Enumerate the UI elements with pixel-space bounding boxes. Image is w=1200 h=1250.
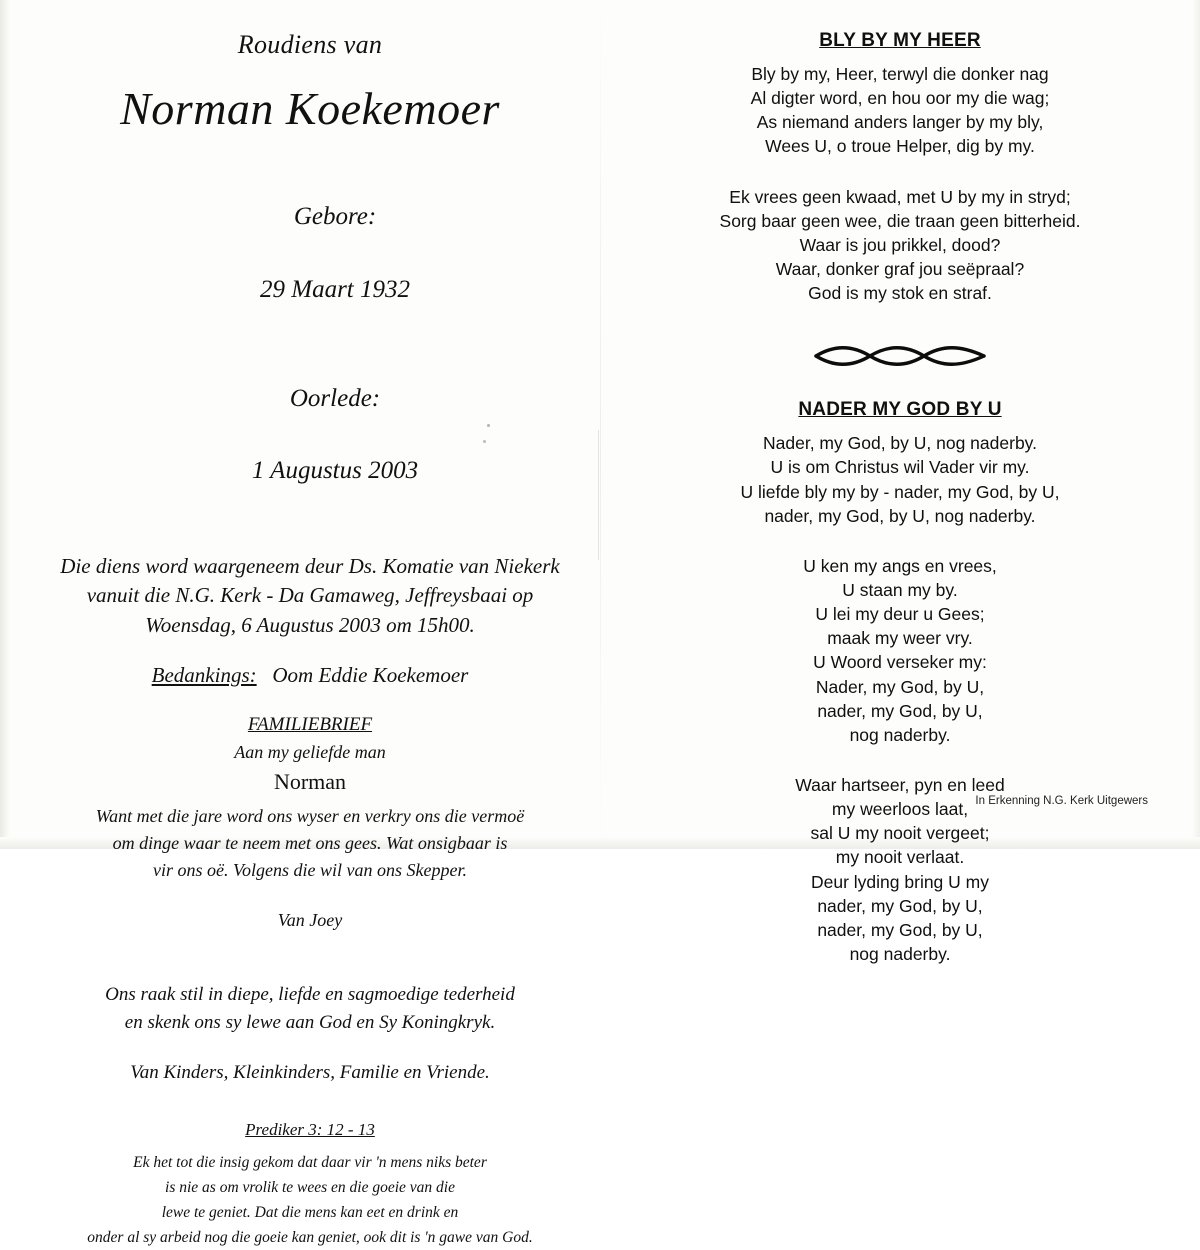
family-letter-line: om dinge waar te neem met ons gees. Wat onsigbaar is (112, 832, 508, 853)
hymn-line: U Woord verseker my: (813, 652, 987, 673)
scripture-line: Ek het tot die insig gekom dat daar vir 'n mens niks beter (133, 1153, 487, 1171)
hymn-line: U staan my by. (842, 579, 958, 600)
service-line: vanuit die N.G. Kerk - Da Gamaweg, Jeffreysbaai op (86, 583, 534, 608)
closing-line: en skenk ons sy lewe aan God en Sy Koningkryk. (124, 1012, 496, 1034)
scan-edge-right (1192, 0, 1200, 849)
hymn-line: As niemand anders langer by my bly, (756, 112, 1044, 133)
service-line: Die diens word waargeneem deur Ds. Komatie van Niekerk (60, 553, 560, 578)
hymn-line: Ek vrees geen kwaad, met U by my in stryd; (729, 186, 1071, 207)
hymn-line: U ken my angs en vrees, (803, 555, 997, 576)
hymn-one-title: BLY BY MY HEER (819, 30, 981, 51)
acknowledgements (30, 663, 590, 688)
hymn-line: Nader, my God, by U, (815, 676, 985, 697)
scan-edge-left (0, 0, 10, 849)
hymn-one-stanza (640, 185, 1160, 306)
family-letter-salutation: Aan my geliefde man (234, 741, 386, 762)
scripture-reference: Prediker 3: 12 - 13 (245, 1119, 375, 1139)
hymn-line: Sorg baar geen wee, die traan geen bitterheid. (719, 210, 1081, 231)
scripture-text (30, 1150, 590, 1250)
family-letter-line: vir ons oë. Volgens die wil van ons Skepper. (153, 859, 467, 880)
hymn-line: nog naderby. (849, 943, 951, 964)
hymn-line: Waar, donker graf jou seëpraal? (775, 258, 1025, 279)
birth-date-row (30, 163, 590, 344)
deceased-name: Norman Koekemoer (120, 83, 500, 134)
right-page (640, 0, 1160, 964)
page-fold-line (600, 0, 601, 849)
service-line: Woensdag, 6 Augustus 2003 om 15h00. (145, 613, 475, 638)
hymn-line: God is my stok en straf. (808, 283, 992, 304)
hymn-line: Waar hartseer, pyn en leed (795, 774, 1005, 795)
hymn-one-stanza (640, 62, 1160, 159)
closing-line: Ons raak stil in diepe, liefde en sagmoedige tederheid (105, 983, 515, 1005)
scripture-line: is nie as om vrolik te wees en die goeie van die (165, 1179, 455, 1197)
life-dates (30, 163, 590, 526)
scan-hairline-artifact (598, 430, 599, 560)
hymn-line: nader, my God, by U, (817, 700, 983, 721)
death-date-row (30, 344, 590, 525)
scripture-line: lewe te geniet. Dat die mens kan eet en drink en (161, 1204, 459, 1222)
death-value: 1 Augustus 2003 (251, 457, 419, 484)
from-family-line: Van Kinders, Kleinkinders, Familie en Vriende. (130, 1061, 490, 1083)
publisher-credit: In Erkenning N.G. Kerk Uitgewers (975, 795, 1148, 807)
hymn-two-stanza (640, 554, 1160, 747)
birth-value: 29 Maart 1932 (260, 275, 410, 303)
hymn-line: U is om Christus wil Vader vir my. (770, 457, 1030, 478)
acknowledgements-label: Bedankings: (151, 662, 257, 687)
hymn-line: Nader, my God, by U, nog naderby. (763, 433, 1037, 454)
hymn-line: U liefde bly my by - nader, my God, by U, (740, 481, 1060, 502)
family-letter-signature: Van Joey (277, 909, 343, 930)
hymn-line: Waar is jou prikkel, dood? (799, 234, 1001, 255)
hymn-line: Bly by my, Heer, terwyl die donker nag (751, 64, 1049, 84)
family-letter-title: FAMILIEBRIEF (247, 713, 373, 735)
family-letter-body (30, 803, 590, 884)
hymn-line: sal U my nooit vergeet; (810, 823, 990, 844)
service-details (30, 552, 590, 641)
wave-ornament-icon (810, 343, 990, 369)
hymn-line: Deur lyding bring U my (811, 871, 989, 892)
death-label: Oorlede: (289, 384, 381, 412)
acknowledgements-value: Oom Eddie Koekemoer (272, 662, 469, 687)
hymn-line: nader, my God, by U, (817, 919, 983, 940)
hymn-two-stanza (640, 431, 1160, 528)
closing-text (30, 981, 590, 1038)
family-letter-name: Norman (273, 768, 347, 794)
family-letter-line: Want met die jare word ons wyser en verkry ons die vermoë (95, 805, 525, 826)
hymn-line: my weerloos laat, (831, 799, 969, 820)
left-page (30, 0, 590, 1247)
birth-label: Gebore: (293, 203, 377, 231)
scripture-line: onder al sy arbeid nog die goeie kan geniet, ook dit is 'n gawe van God. (87, 1229, 533, 1247)
hymn-line: maak my weer vry. (827, 628, 973, 649)
hymn-line: nader, my God, by U, nog naderby. (764, 505, 1036, 526)
hymn-line: Wees U, o troue Helper, dig by my. (765, 136, 1035, 157)
hymn-line: nog naderby. (849, 724, 951, 745)
hymn-line: U lei my deur u Gees; (815, 604, 985, 625)
hymn-line: my nooit verlaat. (835, 847, 965, 868)
hymn-two-title: NADER MY GOD BY U (798, 399, 1002, 421)
service-heading: Roudiens van (237, 30, 383, 59)
hymn-line: nader, my God, by U, (817, 895, 983, 916)
hymn-line: Al digter word, en hou oor my die wag; (750, 88, 1050, 109)
